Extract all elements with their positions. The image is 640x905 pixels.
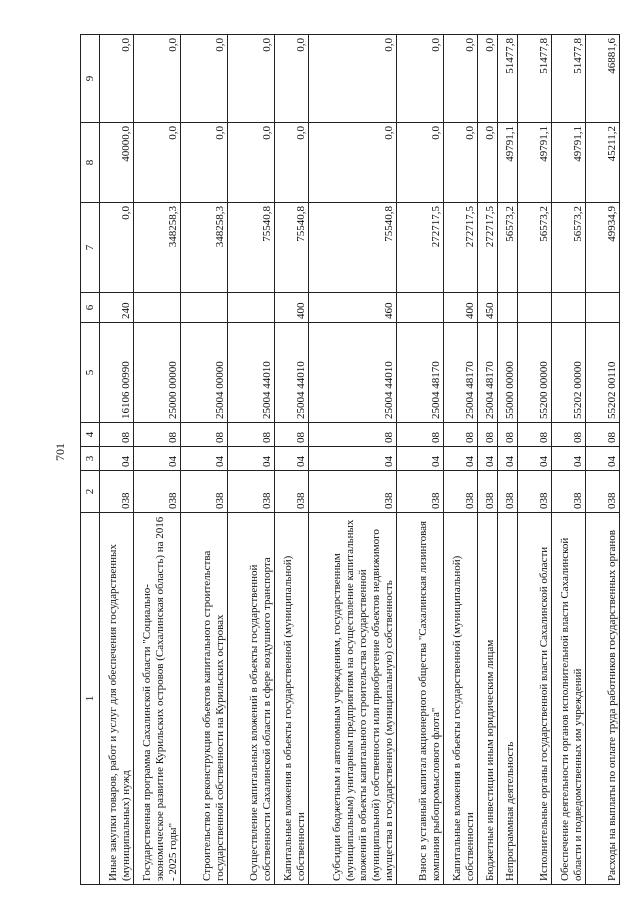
row-cell-col-3: 04 [397,447,444,471]
page-number: 701 [53,443,67,461]
row-cell-col-2: 038 [181,471,228,513]
row-cell-col-8: 0,0 [478,123,498,203]
row-cell-col-5: 55202 00000 [552,323,586,423]
row-cell-col-3: 04 [228,447,275,471]
row-cell-col-5: 25004 44010 [228,323,275,423]
table-row [228,35,275,885]
row-cell-col-5: 25004 44010 [309,323,397,423]
row-cell-col-5: 55202 00110 [586,323,620,423]
row-cell-col-6: 400 [275,293,309,323]
row-cell-col-2: 038 [134,471,181,513]
row-cell-col-2: 038 [309,471,397,513]
row-cell-col-7: 56573,2 [498,203,518,293]
row-cell-col-9: 0,0 [444,35,478,123]
column-header-3: 3 [81,447,100,471]
row-cell-col-9: 0,0 [100,35,134,123]
row-cell-col-8: 0,0 [228,123,275,203]
column-header-6: 6 [81,293,100,323]
row-cell-col-4: 08 [478,423,498,447]
row-cell-col-4: 08 [181,423,228,447]
row-cell-col-3: 04 [309,447,397,471]
row-cell-col-3: 04 [518,447,552,471]
row-cell-col-5: 25000 00000 [134,323,181,423]
column-header-4: 4 [81,423,100,447]
row-cell-col-5: 25004 48170 [478,323,498,423]
row-cell-col-2: 038 [478,471,498,513]
row-cell-col-7: 348258,3 [134,203,181,293]
table-row [478,35,498,885]
column-header-1: 1 [81,513,100,885]
row-cell-col-4: 08 [228,423,275,447]
row-cell-col-6 [552,293,586,323]
row-cell-col-8: 0,0 [134,123,181,203]
row-cell-col-4: 08 [444,423,478,447]
row-cell-col-7: 75540,8 [275,203,309,293]
row-cell-col-7: 56573,2 [518,203,552,293]
row-cell-col-6 [181,293,228,323]
row-cell-col-7: 272717,5 [444,203,478,293]
row-cell-col-8: 0,0 [444,123,478,203]
row-cell-col-9: 51477,8 [498,35,518,123]
row-cell-col-5: 55200 00000 [518,323,552,423]
row-cell-col-2: 038 [586,471,620,513]
column-header-8: 8 [81,123,100,203]
row-cell-col-5: 55000 00000 [498,323,518,423]
row-cell-col-2: 038 [498,471,518,513]
row-cell-col-6 [228,293,275,323]
row-cell-col-4: 08 [586,423,620,447]
row-cell-col-2: 038 [397,471,444,513]
row-cell-col-7: 0,0 [100,203,134,293]
budget-table [80,34,620,885]
row-cell-col-3: 04 [134,447,181,471]
row-cell-col-7: 348258,3 [181,203,228,293]
table-row [397,35,444,885]
row-cell-col-6: 450 [478,293,498,323]
row-cell-col-4: 08 [309,423,397,447]
row-name-cell: Расходы на выплаты по оплате труда работников государственных органов [586,513,620,885]
row-name-cell: Исполнительные органы государственной власти Сахалинской области [518,513,552,885]
row-cell-col-2: 038 [275,471,309,513]
row-cell-col-8: 40000,0 [100,123,134,203]
row-name-cell: Иные закупки товаров, работ и услуг для обеспечения государственных (муниципальных) нужд [100,513,134,885]
row-cell-col-9: 0,0 [275,35,309,123]
table-row [309,35,397,885]
budget-table-rotated [80,35,620,885]
table-row [444,35,478,885]
row-cell-col-2: 038 [518,471,552,513]
row-cell-col-6: 240 [100,293,134,323]
row-cell-col-8: 49791,1 [552,123,586,203]
table-row [100,35,134,885]
row-cell-col-8: 0,0 [309,123,397,203]
row-cell-col-3: 04 [444,447,478,471]
row-cell-col-8: 0,0 [275,123,309,203]
row-cell-col-3: 04 [586,447,620,471]
row-cell-col-2: 038 [444,471,478,513]
table-row [134,35,181,885]
row-cell-col-3: 04 [181,447,228,471]
row-cell-col-4: 08 [518,423,552,447]
table-row [181,35,228,885]
row-cell-col-7: 272717,5 [397,203,444,293]
row-cell-col-4: 08 [134,423,181,447]
table-row [518,35,552,885]
row-cell-col-6: 460 [309,293,397,323]
row-cell-col-8: 49791,1 [518,123,552,203]
row-name-cell: Обеспечение деятельности органов исполнительной власти Сахалинской области и подведомственных им учреждений [552,513,586,885]
row-cell-col-4: 08 [498,423,518,447]
row-cell-col-6 [134,293,181,323]
row-cell-col-4: 08 [552,423,586,447]
row-cell-col-8: 0,0 [397,123,444,203]
table-body [100,35,620,885]
row-cell-col-7: 272717,5 [478,203,498,293]
row-cell-col-4: 08 [275,423,309,447]
row-cell-col-3: 04 [275,447,309,471]
row-cell-col-8: 45211,2 [586,123,620,203]
column-header-2: 2 [81,471,100,513]
row-cell-col-5: 25004 00000 [181,323,228,423]
row-cell-col-7: 56573,2 [552,203,586,293]
row-cell-col-9: 0,0 [309,35,397,123]
row-name-cell: Государственная программа Сахалинской области "Социально-экономическое развитие Курильских островов (Сахалинская область) на 2016 - 2025 годы" [134,513,181,885]
row-cell-col-7: 75540,8 [228,203,275,293]
row-name-cell: Субсидии бюджетным и автономным учреждениям, государственным (муниципальным) унитарным предприятиям на осуществление капитальных вложений в объекты капитального строительства государственной (муниципальной) собственности или приобретение объектов недвижимого имущества в государственную (муниципальную) собственность [309,513,397,885]
row-cell-col-4: 08 [397,423,444,447]
row-name-cell: Осуществление капитальных вложений в объекты государственной собственности Сахалинской области в сфере воздушного транспорта [228,513,275,885]
row-name-cell: Строительство и реконструкция объектов капитального строительства государственной собственности на Курильских островах [181,513,228,885]
row-cell-col-9: 0,0 [478,35,498,123]
table-row [275,35,309,885]
row-cell-col-9: 0,0 [397,35,444,123]
row-name-cell: Капитальные вложения в объекты государственной (муниципальной) собственности [275,513,309,885]
row-name-cell: Взнос в уставный капитал акционерного общества "Сахалинская лизинговая компания рыбопромыслового флота" [397,513,444,885]
row-cell-col-9: 0,0 [134,35,181,123]
row-cell-col-6 [397,293,444,323]
column-header-5: 5 [81,323,100,423]
row-cell-col-2: 038 [552,471,586,513]
row-cell-col-3: 04 [100,447,134,471]
row-cell-col-6 [498,293,518,323]
row-cell-col-2: 038 [100,471,134,513]
row-cell-col-7: 75540,8 [309,203,397,293]
row-cell-col-7: 49934,9 [586,203,620,293]
table-row [552,35,586,885]
column-header-7: 7 [81,203,100,293]
row-cell-col-8: 0,0 [181,123,228,203]
table-row [586,35,620,885]
row-cell-col-3: 04 [478,447,498,471]
row-cell-col-5: 16106 00990 [100,323,134,423]
row-cell-col-9: 51477,8 [552,35,586,123]
row-cell-col-5: 25004 48170 [444,323,478,423]
row-cell-col-6: 400 [444,293,478,323]
row-cell-col-9: 0,0 [228,35,275,123]
row-name-cell: Бюджетные инвестиции иным юридическим лицам [478,513,498,885]
row-name-cell: Непрограммная деятельность [498,513,518,885]
row-cell-col-2: 038 [228,471,275,513]
row-cell-col-9: 51477,8 [518,35,552,123]
row-cell-col-9: 0,0 [181,35,228,123]
row-name-cell: Капитальные вложения в объекты государственной (муниципальной) собственности [444,513,478,885]
row-cell-col-5: 25004 44010 [275,323,309,423]
row-cell-col-6 [586,293,620,323]
row-cell-col-8: 49791,1 [498,123,518,203]
row-cell-col-4: 08 [100,423,134,447]
table-row [498,35,518,885]
row-cell-col-6 [518,293,552,323]
row-cell-col-5: 25004 48170 [397,323,444,423]
row-cell-col-3: 04 [498,447,518,471]
row-cell-col-3: 04 [552,447,586,471]
header-row [81,35,100,885]
row-cell-col-9: 46881,6 [586,35,620,123]
column-header-9: 9 [81,35,100,123]
